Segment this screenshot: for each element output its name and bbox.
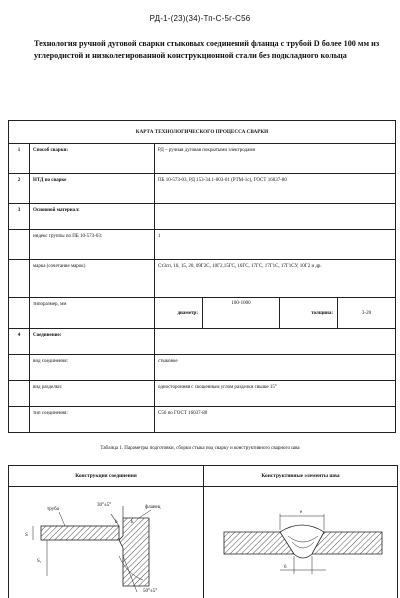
row-label: Основной материал: bbox=[30, 204, 155, 230]
row-label: Соединение: bbox=[30, 329, 155, 355]
process-card-table bbox=[8, 120, 396, 433]
dimensions-cell bbox=[155, 298, 396, 329]
pipe-section bbox=[41, 526, 119, 540]
weld-elements-header: Конструктивные элементы шва bbox=[204, 466, 397, 487]
row-value: односторонняя с скошенным углом разделки свыше 15° bbox=[155, 381, 396, 407]
thickness-value: 3-20 bbox=[361, 310, 372, 316]
row-value: Ст3сп, 10, 15, 20, 09Г2С, 10Г2,15ГС, 16ГС, 17ГС, 17Г1С, 17Г1СУ, 10Г2 и др. bbox=[155, 260, 396, 298]
k-label: k bbox=[131, 520, 134, 525]
e-label: e bbox=[300, 510, 303, 515]
s1-label: S₁ bbox=[37, 559, 42, 564]
row-value bbox=[155, 204, 396, 230]
table-row bbox=[9, 298, 396, 329]
table-1-caption: Таблица 1. Параметры подготовки, сборки стыка под сварку и конструктивного сварного шва bbox=[100, 446, 300, 451]
row-value: С56 по ГОСТ 16037-80 bbox=[155, 407, 396, 433]
row-label: вид соединения: bbox=[30, 355, 155, 381]
table-row bbox=[9, 381, 396, 407]
row-number: 2 bbox=[9, 174, 30, 204]
s-label: S bbox=[25, 533, 28, 538]
row-number: 3 bbox=[9, 204, 30, 230]
table-row bbox=[9, 260, 396, 298]
six-label: 6 bbox=[284, 565, 287, 570]
row-label: вид разделки: bbox=[30, 381, 155, 407]
row-value: РД – ручная дуговая покрытыми электродами bbox=[155, 144, 396, 174]
top-angle-label: 30°±5° bbox=[97, 503, 112, 508]
row-label: Способ сварки: bbox=[30, 144, 155, 174]
document-title: Технология ручной дуговой сварки стыковых соединений фланца с трубой D более 100 мм из углеродистой и низколегированной конструкционной стали без подкладного кольца bbox=[34, 39, 380, 60]
flange-section bbox=[119, 518, 149, 586]
row-value: ПБ 10-573-03, РД 153-34.1-003-01 (РТМ-1с), ГОСТ 16037-80 bbox=[155, 174, 396, 204]
thickness-label: толщина: bbox=[280, 298, 338, 328]
table-row bbox=[9, 174, 396, 204]
joint-construction-drawing bbox=[19, 496, 199, 596]
row-label: марка (сочетание марок) bbox=[30, 260, 155, 298]
row-number: 1 bbox=[9, 144, 30, 174]
diameter-label: диаметр: bbox=[155, 298, 203, 328]
weld-elements-drawing bbox=[214, 496, 392, 596]
table-row bbox=[9, 230, 396, 260]
table-row bbox=[9, 144, 396, 174]
diameter-value: 100-1000 bbox=[203, 298, 280, 328]
row-label: тип соединения: bbox=[30, 407, 155, 433]
flange-label: фланец bbox=[145, 505, 161, 510]
table-row bbox=[9, 204, 396, 230]
table-row bbox=[9, 407, 396, 433]
row-label: типоразмер, мм bbox=[30, 298, 155, 329]
row-label: НТД по сварке bbox=[30, 174, 155, 204]
row-label: индекс группы по ПБ 10-573-03: bbox=[30, 230, 155, 260]
document-code: РД-1-(23)(34)-Тп-С-5г-С56 bbox=[149, 14, 251, 23]
joint-design-table bbox=[8, 465, 398, 598]
table-row bbox=[9, 329, 396, 355]
gap-b-label: b bbox=[115, 520, 118, 525]
pipe-label: труба bbox=[47, 507, 59, 512]
row-value: 1 bbox=[155, 230, 396, 260]
row-value bbox=[155, 329, 396, 355]
card-title: КАРТА ТЕХНОЛОГИЧЕСКОГО ПРОЦЕССА СВАРКИ bbox=[9, 121, 396, 144]
table-row bbox=[9, 355, 396, 381]
bottom-angle-label: 50°±5° bbox=[143, 589, 158, 594]
row-value: стыковое bbox=[155, 355, 396, 381]
joint-design-header: Конструкция соединения bbox=[9, 466, 203, 487]
row-number: 4 bbox=[9, 329, 30, 355]
